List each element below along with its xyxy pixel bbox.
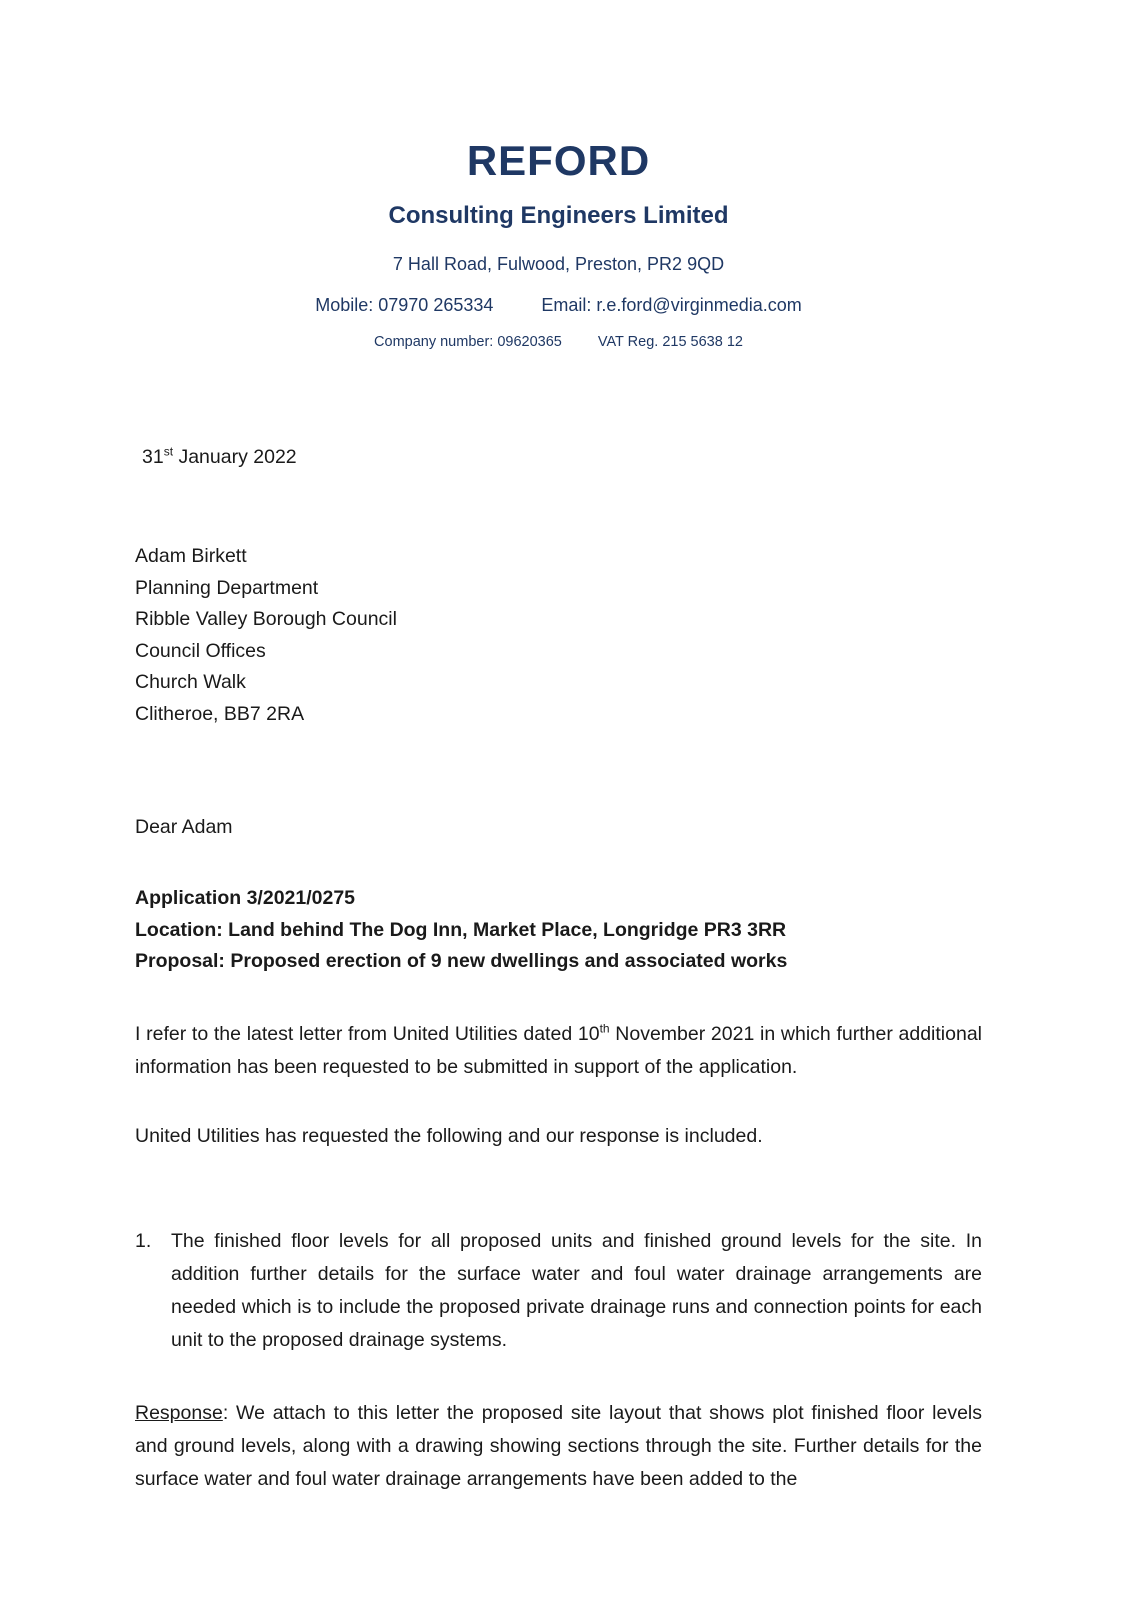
recipient-line: Clitheroe, BB7 2RA (135, 702, 305, 725)
salutation: Dear Adam (135, 816, 233, 839)
company-name: REFORD (466, 137, 651, 184)
vat-registration: VAT Reg. 215 5638 12 (597, 334, 743, 351)
paragraph-intro-text: November 2021 in which further additional information has been requested to be submitted in support of the application. (135, 1022, 982, 1078)
paragraph-intro (135, 1018, 982, 1084)
recipient-line: Planning Department (135, 576, 319, 599)
response-label: Response (135, 1401, 223, 1424)
subject-application: Application 3/2021/0275 (135, 887, 356, 910)
letter-date (135, 446, 982, 469)
date-rest: January 2022 (173, 446, 297, 469)
mobile-number: Mobile: 07970 265334 (315, 295, 494, 316)
response-text: : We attach to this letter the proposed site layout that shows plot finished floor levels and ground levels, along with a drawing showing sections through the site. Further details for the surface water and foul water drainage arrangements have been added to the (135, 1401, 982, 1490)
contact-line (135, 295, 982, 316)
company-address: 7 Hall Road, Fulwood, Preston, PR2 9QD (392, 254, 725, 275)
email-address: Email: r.e.ford@virginmedia.com (541, 295, 802, 316)
registration-line (135, 334, 982, 350)
date-ordinal-suffix: th (599, 1021, 610, 1036)
date-ordinal-suffix: st (163, 444, 174, 459)
recipient-line: Church Walk (135, 671, 246, 694)
recipient-line: Ribble Valley Borough Council (135, 608, 397, 631)
letterhead (135, 138, 982, 350)
paragraph-intro-text: I refer to the latest letter from United Utilities dated 10 (135, 1022, 600, 1045)
subject-proposal: Proposal: Proposed erection of 9 new dwellings and associated works (135, 950, 788, 973)
recipient-line: Adam Birkett (135, 545, 247, 568)
recipient-line: Council Offices (135, 639, 266, 662)
company-number: Company number: 09620365 (374, 334, 562, 351)
subject-location: Location: Land behind The Dog Inn, Market Place, Longridge PR3 3RR (135, 918, 787, 941)
paragraph-response (135, 1397, 982, 1496)
numbered-list-item-1 (135, 1225, 982, 1357)
list-item-number: 1. (135, 1229, 152, 1252)
date-day: 31 (142, 446, 164, 469)
subject-block (135, 883, 982, 978)
list-item-text: The finished floor levels for all proposed units and finished ground levels for the site. In addition further details for the surface water and foul water drainage arrangements are needed which is to include the proposed private drainage runs and connection points for each unit to the proposed drainage systems. (171, 1229, 982, 1351)
company-subtitle: Consulting Engineers Limited (388, 202, 729, 230)
paragraph-request: United Utilities has requested the following and our response is included. (135, 1124, 763, 1147)
recipient-address-block (135, 541, 982, 730)
